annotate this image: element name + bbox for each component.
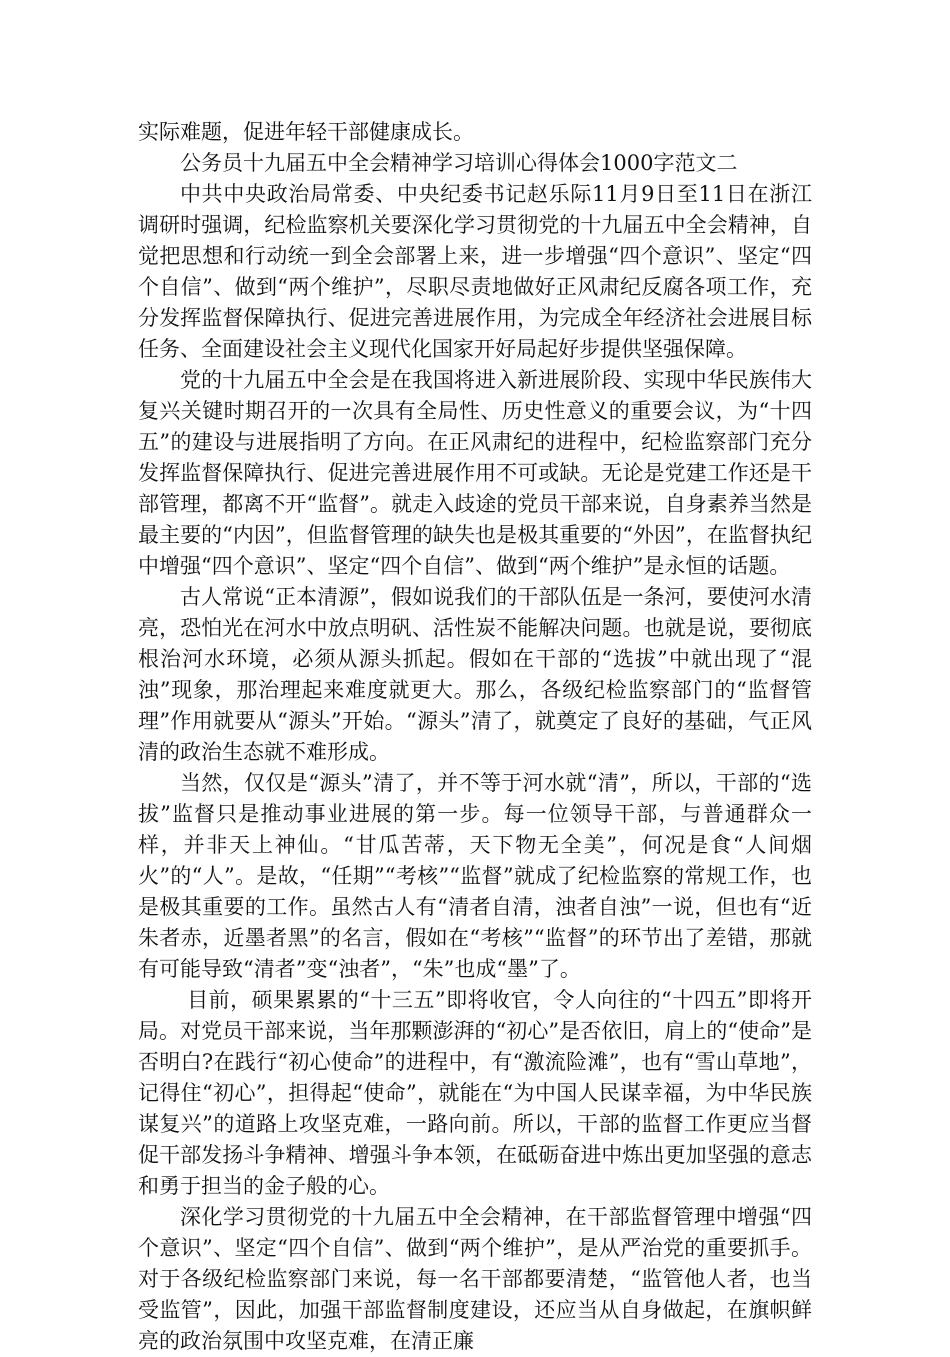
paragraph: 实际难题，促进年轻干部健康成长。 xyxy=(138,120,474,144)
paragraph: 中共中央政治局常委、中央纪委书记赵乐际11月9日至11日在浙江调研时强调，纪检监察机关要深化学习贯彻党的十九届五中全会精神，自觉把思想和行动统一到全会部署上来，进一步增强“四个意识”、坚定“四个自信”、做到“两个维护”，尽职尽责地做好正风肃纪反腐各项工作，充分发挥监督保障执行、促进完善进展作用，为完成全年经济社会进展目标任务、全面建设社会主义现代化国家开好局起好步提供坚强保障。 xyxy=(138,182,812,361)
article-title: 公务员十九届五中全会精神学习培训心得体会1000字范文二 xyxy=(180,151,738,175)
paragraph: 党的十九届五中全会是在我国将进入新进展阶段、实现中华民族伟大复兴关键时期召开的一次具有全局性、历史性意义的重要会议，为“十四五”的建设与进展指明了方向。在正风肃纪的进程中，纪检监察部门充分发挥监督保障执行、促进完善进展作用不可或缺。无论是党建工作还是干部管理，都离不开“监督”。就走入歧途的党员干部来说，自身素养当然是最主要的“内因”，但监督管理的缺失也是极其重要的“外因”，在监督执纪中增强“四个意识”、坚定“四个自信”、做到“两个维护”是永恒的话题。 xyxy=(138,368,812,578)
paragraph: 当然，仅仅是“源头”清了，并不等于河水就“清”，所以，干部的“选拔”监督只是推动事业进展的第一步。每一位领导干部，与普通群众一样，并非天上神仙。“甘瓜苦蒂，天下物无全美”，何况是食“人间烟火”的“人”。是故，“任期”“考核”“监督”就成了纪检监察的常规工作，也是极其重要的工作。虽然古人有“清者自清，浊者自浊”一说，但也有“近朱者赤，近墨者黑”的名言，假如在“考核”“监督”的环节出了差错，那就有可能导致“清者”变“浊者”，“朱”也成“墨”了。 xyxy=(138,771,812,981)
paragraph: 古人常说“正本清源”，假如说我们的干部队伍是一条河，要使河水清亮，恐怕光在河水中放点明矾、活性炭不能解决问题。也就是说，要彻底根治河水环境，必须从源头抓起。假如在干部的“选拔”中就出现了“混浊”现象，那治理起来难度就更大。那么，各级纪检监察部门的“监督管理”作用就要从“源头”开始。“源头”清了，就奠定了良好的基础，气正风清的政治生态就不难形成。 xyxy=(138,585,812,764)
paragraph: 深化学习贯彻党的十九届五中全会精神，在干部监督管理中增强“四个意识”、坚定“四个自信”、做到“两个维护”，是从严治党的重要抓手。对于各级纪检监察部门来说，每一名干部都要清楚，“监管他人者，也当受监管”，因此，加强干部监督制度建设，还应当从自身做起，在旗帜鲜亮的政治氛围中攻坚克难，在清正廉 xyxy=(138,1205,812,1353)
paragraph: 目前，硕果累累的“十三五”即将收官，令人向往的“十四五”即将开局。对党员干部来说，当年那颗澎湃的“初心”是否依旧，肩上的“使命”是否明白?在践行“初心使命”的进程中，有“激流险滩”，也有“雪山草地”，记得住“初心”，担得起“使命”，就能在“为中国人民谋幸福，为中华民族谋复兴”的道路上攻坚克难，一路向前。所以，干部的监督工作更应当督促干部发扬斗争精神、增强斗争本领，在砥砺奋进中炼出更加坚强的意志和勇于担当的金子般的心。 xyxy=(138,988,812,1198)
document-body xyxy=(138,117,812,1357)
